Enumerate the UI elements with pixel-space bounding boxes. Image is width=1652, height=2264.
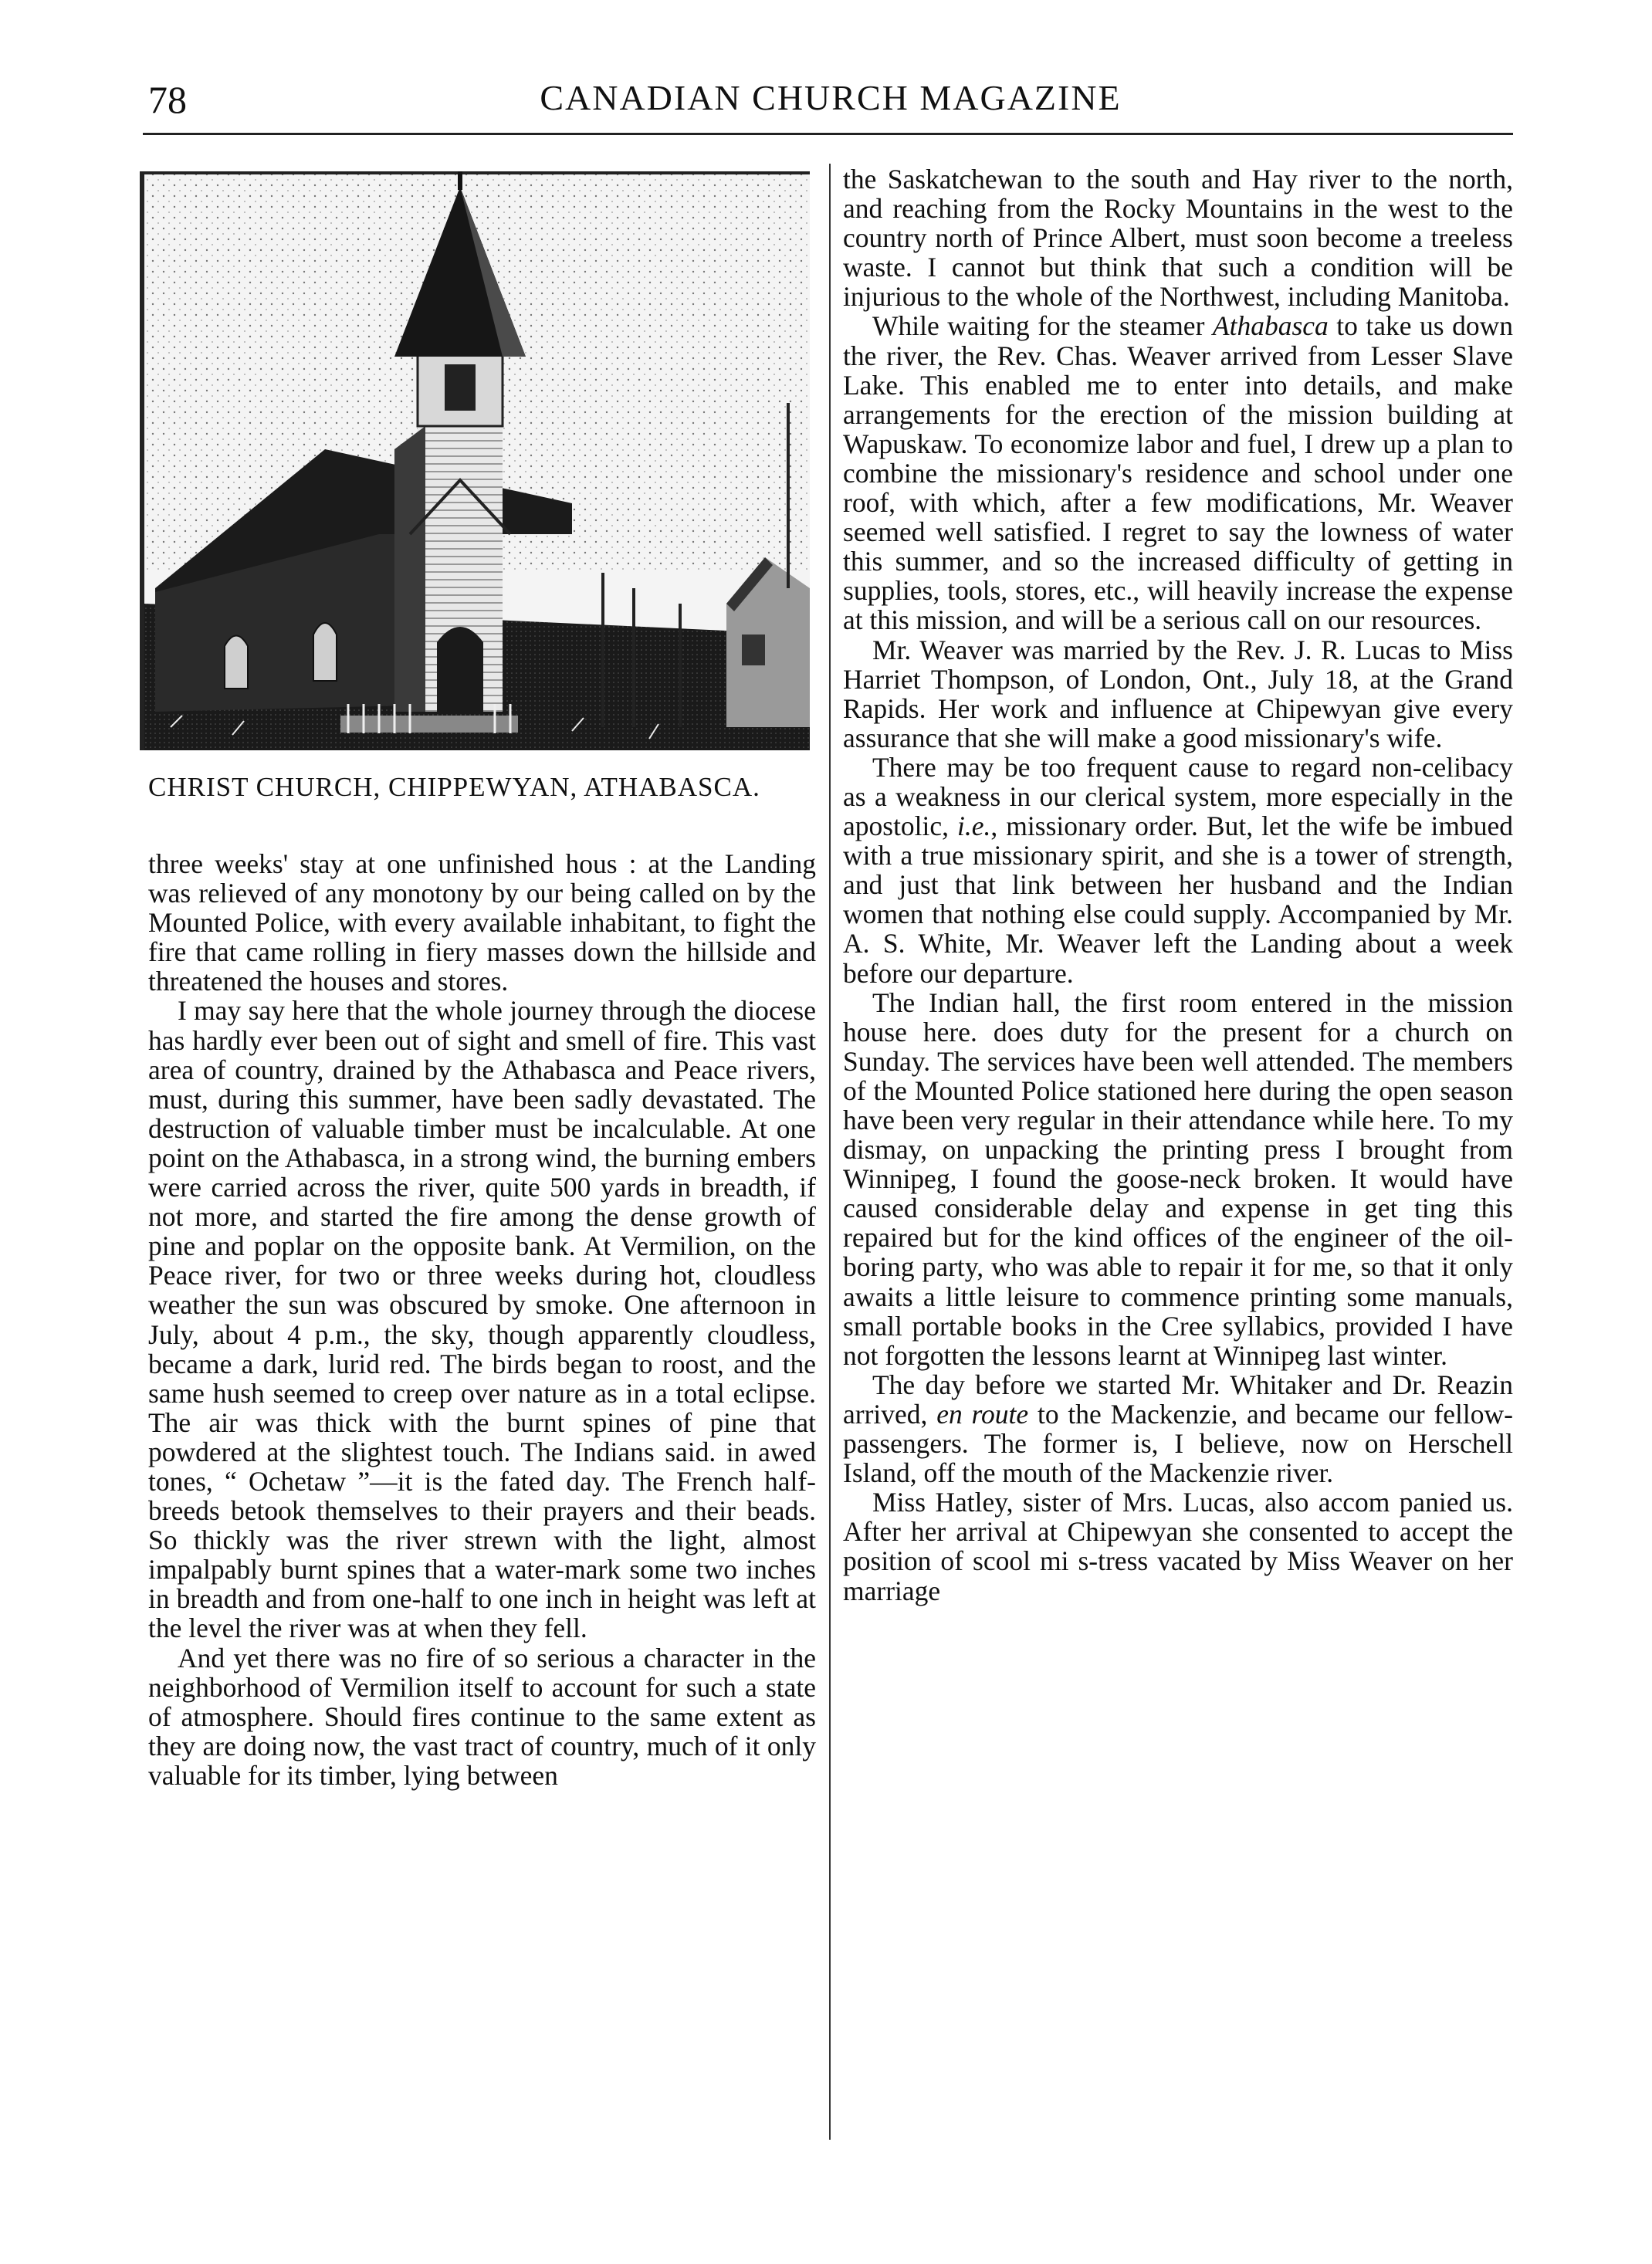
page-number: 78 xyxy=(148,78,187,121)
paragraph: Mr. Weaver was married by the Rev. J. R. Lucas to Miss Harriet Thompson, of London, Ont., July 18, at the Grand Rapids. Her work and influence at Chipewyan give every assurance that she will make a good missionary's wife. xyxy=(843,634,1513,753)
text-run: to take us down the river, the Rev. Chas. Weaver arrived from Lesser Slave Lake. This enabled me to enter into details, and make arrangements for the erection of the mission building at Wapuskaw. To economize labor and fuel, I drew up a plan to combine the missionary's residence and school under one roof, with which, after a few modifications, Mr. Weaver seemed well satisfied. I regret to say the lowness of water this summer, and so the increased difficulty of getting in supplies, tools, stores, etc., will heavily increase the expense at this mission, and will be a serious call on our resources. xyxy=(843,310,1513,636)
paragraph: And yet there was no fire of so serious a character in the neighborhood of Vermilion itself to account for such a state of atmosphere. Should fires continue to the same extent as they are doing now, the vast tract of country, much of it only valuable for its timber, lying between xyxy=(148,1642,816,1791)
paragraph xyxy=(843,753,1513,988)
text-run: to the Mackenzie, and became our fellow-passengers. The former is, I believe, now on Herschell Island, off the mouth of the Mackenzie river. xyxy=(843,1398,1513,1489)
page-header xyxy=(148,77,1513,133)
text-run: , missionary order. But, let the wife be imbued with a true missionary spirit, and she is a tower of strength, and just that link between her husband and the Indian women that nothing else could supply. Accompanied by Mr. A. S. White, Mr. Weaver left the Landing about a week before our departure. xyxy=(843,811,1513,989)
column-divider xyxy=(829,164,831,2140)
left-column xyxy=(148,849,816,1790)
steamer-name: Athabasca xyxy=(1212,310,1329,342)
paragraph: Miss Hatley, sister of Mrs. Lucas, also accom panied us. After her arrival at Chipewyan she consented to accept the position of scool mi s-tress vacated by Miss Weaver on her marriage xyxy=(843,1487,1513,1606)
italic-abbreviation: i.e. xyxy=(957,811,991,842)
church-illustration xyxy=(140,171,810,750)
right-column xyxy=(843,164,1513,1606)
figure-caption: CHRIST CHURCH, CHIPPEWYAN, ATHABASCA. xyxy=(148,772,760,802)
italic-phrase: en route xyxy=(936,1398,1029,1430)
church-engraving-image xyxy=(140,171,810,750)
paragraph xyxy=(843,311,1513,635)
paragraph: I may say here that the whole journey through the diocese has hardly ever been out of sight and smell of fire. This vast area of country, drained by the Athabasca and Peace rivers, must, during this summer, have been sadly devastated. The destruction of valuable timber must be incalculable. At one point on the Athabasca, in a strong wind, the burning embers were carried across the river, quite 500 yards in breadth, if not more, and started the fire among the dense growth of pine and poplar on the opposite bank. At Vermilion, on the Peace river, for two or three weeks during hot, cloudless weather the sun was obscured by smoke. One afternoon in July, about 4 p.m., the sky, though apparently cloudless, became a dark, lurid red. The birds began to roost, and the same hush seemed to creep over nature as in a total eclipse. The air was thick with the burnt spines of pine that powdered at the slightest touch. The Indians said. in awed tones, “ Ochetaw ”—it is the fated day. The French half-breeds betook themselves to their prayers and their beads. So thickly was the river strewn with the light, almost impalpably burnt spines that a water-mark some two inches in breadth and from one-half to one inch in height was left at the level the river was at when they fell. xyxy=(148,995,816,1644)
text-run: While waiting for the steamer xyxy=(872,310,1213,342)
running-title: CANADIAN CHURCH MAGAZINE xyxy=(540,78,1122,117)
text-run: The day before we started Mr. Whitaker and Dr. Reazin arrived, xyxy=(843,1369,1513,1430)
paragraph: three weeks' stay at one unfinished hous : at the Landing was relieved of any monotony by our being called on by the Mounted Police, with every available inhabitant, to fight the fire that came rolling in fiery masses down the hillside and threatened the houses and stores. xyxy=(148,848,816,997)
paragraph xyxy=(843,1370,1513,1487)
header-rule xyxy=(143,133,1513,135)
paragraph: the Saskatchewan to the south and Hay river to the north, and reaching from the Rocky Mountains in the west to the country north of Prince Albert, must soon become a treeless waste. I cannot but think that such a condition will be injurious to the whole of the Northwest, including Manitoba. xyxy=(843,164,1513,313)
paragraph: The Indian hall, the first room entered in the mission house here. does duty for the present for a church on Sunday. The services have been well attended. The members of the Mounted Police stationed here during the open season have been very regular in their attendance while here. To my dismay, on unpacking the printing press I brought from Winnipeg, I found the goose-neck broken. It would have caused considerable delay and expense in get ting this repaired but for the kind offices of the engineer of the oil-boring party, who was able to repair it for me, so that it only awaits a little leisure to commence printing some manuals, small portable books in the Cree syllabics, provided I have not forgotten the lessons learnt at Winnipeg last winter. xyxy=(843,986,1513,1371)
text-run: There may be too frequent cause to regard non-celibacy as a weakness in our clerical system, more especially in the apostolic, xyxy=(843,751,1513,842)
